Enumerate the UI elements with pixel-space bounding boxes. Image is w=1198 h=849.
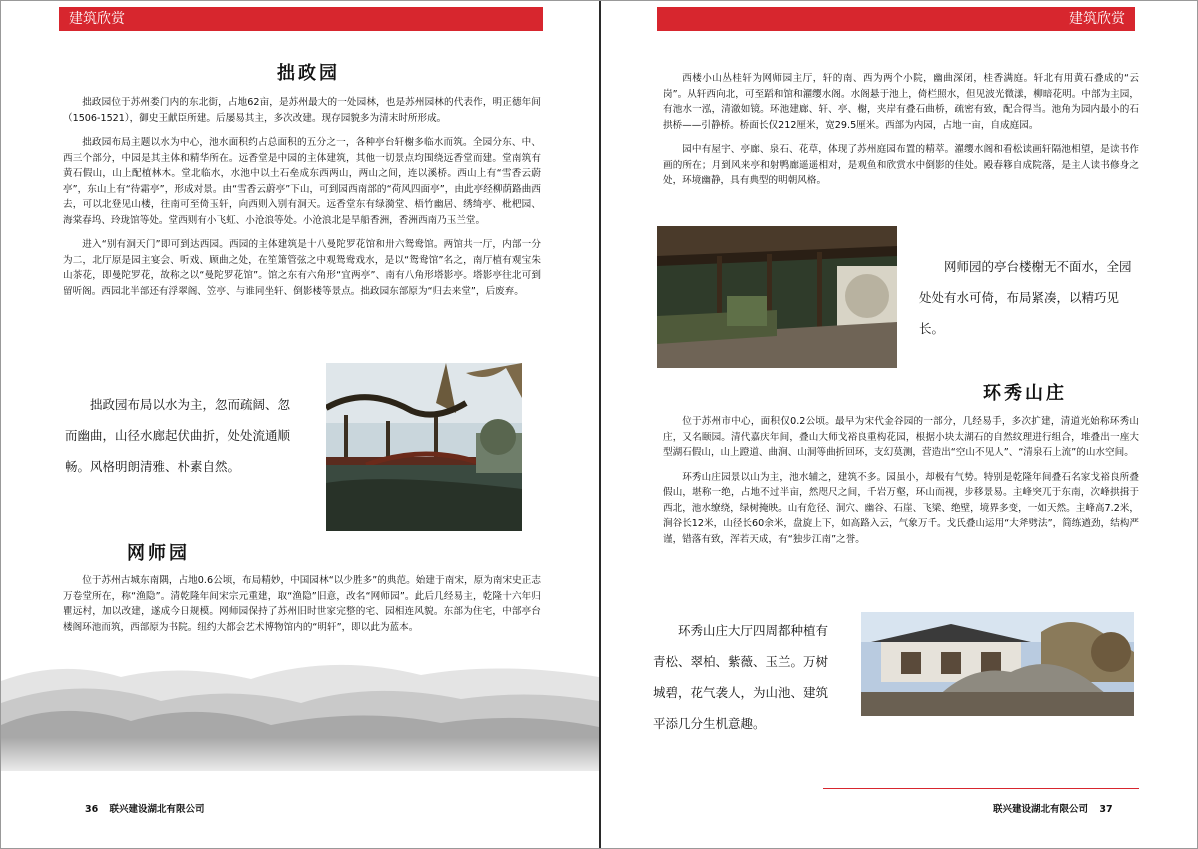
wangshi-cont-paragraph-2: 园中有屋宇、亭廊、泉石、花草，体现了苏州庭园布置的精萃。濯缨水阁和看松读画轩隔池相望，是读书作画的所在；月到风来亭和射鸭廊遥遥相对，是观鱼和欣赏水中倒影的佳处。殿春簃自成院落，是主人读书修身之处，环境幽静，具有典型的明朝风格。	[663, 144, 1139, 186]
huanxiu-caption: 环秀山庄大厅四周都种植有青松、翠柏、紫薇、玉兰。万树城碧，花气袭人，为山池、建筑平添几分生机意趣。	[653, 623, 829, 731]
zhuozheng-paragraph-1: 拙政园位于苏州娄门内的东北街，占地62亩，是苏州最大的一处园林，也是苏州园林的代表作，明正德年间（1506-1521），御史王献臣所建。后屡易其主，多次改建。现存园貌多为清末时所形成。	[63, 97, 541, 124]
zhuozheng-caption: 拙政园布局以水为主，忽而疏阔、忽而幽曲，山径水廊起伏曲折，处处流通顺畅。风格明朗清雅、朴素自然。	[65, 397, 291, 474]
left-footer	[85, 801, 205, 815]
wangshi-title: 网师园	[127, 543, 190, 564]
zhuozheng-paragraph-3: 进入“别有洞天门”即可到达西园。西园的主体建筑是十八曼陀罗花馆和卅六鸳鸯馆。两馆共一厅，内部一分为二，北厅原是园主宴会、听戏、顾曲之处，在笙箫管弦之中观鸳鸯戏水，是以“鸳鸯馆”名之，南厅植有观宝朱山茶花，即曼陀罗花，故称之以“曼陀罗花馆”。馆之东有六角形“宜两亭”、南有八角形塔影亭。塔影亭往北可到留听阁。西园北半部还有浮翠阁、笠亭、与谁同坐轩、倒影楼等景点。拙政园东部原为“归去来堂”，后废弃。	[63, 239, 541, 297]
huanxiu-body	[663, 414, 1139, 556]
right-header-bar	[657, 7, 1135, 31]
right-footer	[993, 801, 1113, 815]
right-page	[601, 1, 1197, 848]
huanxiu-hall-photo	[861, 612, 1134, 716]
wangshi-body	[63, 573, 541, 644]
zhuozheng-paragraph-2: 拙政园布局主题以水为中心，池水面积约占总面积的五分之一，各种亭台轩榭多临水而筑。全园分东、中、西三个部分，中园是其主体和精华所在。远香堂是中园的主体建筑，其他一切景点均围绕远香堂而建。堂南筑有黄石假山，山上配植林木。堂北临水，水池中以土石垒成东西两山，两山之间，连以溪桥。西山上有“雪香云蔚亭”，东山上有“待霜亭”，形成对景。由“雪香云蔚亭”下山，可到园西南部的“荷风四面亭”，由此亭经柳荫路曲西去，可以北登见山楼，往南可至倚玉轩，向西则入别有洞天。远香堂东有绿漪堂、梧竹幽居、绣绮亭、枇杷园、海棠春坞、玲珑馆等处。堂西则有小飞虹、小沧浪等处。小沧浪北是旱船香洲，香洲西南乃玉兰堂。	[63, 137, 541, 226]
wangshi-paragraph: 位于苏州古城东南隅，占地0.6公顷，布局精妙，中国园林“以少胜多”的典范。始建于南宋，原为南宋史正志万卷堂所在，称“渔隐”。清乾隆年间宋宗元重建，取“渔隐”旧意，改名“网师园”。此后几经易主，乾隆十六年归瞿远村，加以改建，遂成今日规模。网师园保持了苏州旧时世家完整的宅、园相连风貌。东部为住宅，中部亭台楼阁环池而筑，西部原为书院。纽约大都会艺术博物馆内的“明轩”，即以此为蓝本。	[63, 575, 541, 633]
wangshi-cont-body	[663, 71, 1139, 198]
left-header-label: 建筑欣赏	[69, 11, 125, 27]
wangshi-caption: 网师园的亭台楼榭无不面水，全园处处有水可倚，布局紧凑，以精巧见长。	[919, 259, 1132, 336]
huanxiu-paragraph-2: 环秀山庄园景以山为主，池水辅之，建筑不多。园虽小，却极有气势。特别是乾隆年间叠石名家戈裕良所叠假山，堪称一绝，占地不过半亩，然咫尺之间，千岩万壑，环山而视，步移景易。主峰突兀于东南，次峰拱揖于西北，池水缭绕，绿树掩映。山有危径、洞穴、幽谷、石崖、飞梁、绝壁，境界多变，一如天然。主峰高7.2米，涧谷长12米，山径长60余米，盘旋上下，如高路入云，气象万千。戈氏叠山运用“大斧劈法”，简练遒劲，结构严谨，错落有致，浑若天成，有“独步江南”之誉。	[663, 471, 1139, 545]
zhuozheng-garden-photo	[326, 363, 522, 531]
right-header-label: 建筑欣赏	[1069, 11, 1125, 27]
ink-mountain-illustration	[1, 641, 599, 781]
zhuozheng-body	[63, 95, 541, 308]
huanxiu-title: 环秀山庄	[983, 383, 1067, 404]
wangshi-cont-paragraph-1: 西楼小山丛桂轩为网师园主厅，轩的南、西为两个小院，幽曲深闭，桂香满庭。轩北有用黄石叠成的“云岗”。从轩西向北，可至蹈和馆和濯缨水阁。水阁悬于池上，倚栏照水，但见波光微漾，柳暗花明。中部为主园，有池水一泓，清澈如镜。环池建廊、轩、亭、榭，夹岸有叠石曲桥，疏密有致，配合得当。池角为园内最小的石拱桥——引静桥。桥面长仅212厘米，宽29.5厘米。西部为内园，占地一亩，自成庭园。	[663, 73, 1139, 131]
right-footer-company: 联兴建设湖北有限公司	[993, 804, 1089, 815]
right-footer-rule	[823, 788, 1139, 789]
left-header-bar	[59, 7, 543, 31]
right-page-number: 37	[1099, 804, 1113, 815]
huanxiu-paragraph-1: 位于苏州市中心，面积仅0.2公顷。最早为宋代金谷园的一部分，几经易手，多次扩建，清道光始称环秀山庄，又名颐园。清代嘉庆年间，叠山大师戈裕良重构花园，根据小块太湖石的自然纹理进行组合，堆叠出一座大型湖石假山，山上蹬道、曲涧、山洞等曲折回环，支幻莫测，营造出“空山不见人”、“清泉石上流”的山水空间。	[663, 416, 1139, 458]
left-page-number: 36	[85, 804, 99, 815]
left-page	[1, 1, 599, 848]
left-footer-company: 联兴建设湖北有限公司	[109, 804, 205, 815]
wangshi-corridor-photo	[657, 226, 897, 368]
zhuozheng-title: 拙政园	[277, 63, 340, 84]
